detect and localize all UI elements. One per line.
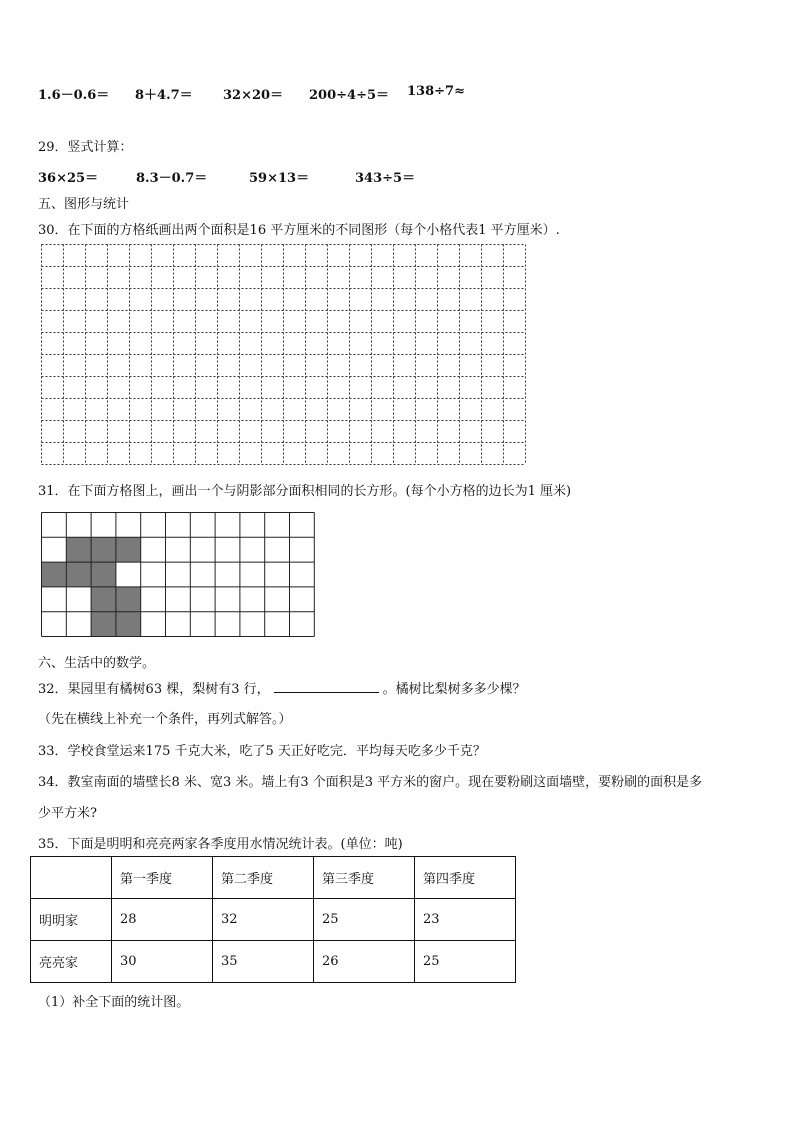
shaded-cell <box>116 537 141 562</box>
table-header-cell: 第二季度 <box>213 857 314 899</box>
table-cell: 30 <box>112 941 213 983</box>
shaded-cell <box>66 537 91 562</box>
table-cell: 25 <box>415 941 516 983</box>
water-usage-table <box>30 856 516 983</box>
question-32-after: 。橘树比梨树多多少棵？ <box>382 682 526 697</box>
vertical-calc-item: 59×13＝ <box>249 171 310 186</box>
table-cell: 明明家 <box>31 899 112 941</box>
table-cell: 28 <box>112 899 213 941</box>
table-header-cell: 第一季度 <box>112 857 213 899</box>
question-30-text: 30．在下面的方格纸画出两个面积是16 平方厘米的不同图形（每个小格代表1 平方厘米）. <box>38 223 560 238</box>
question-35-text: 35．下面是明明和亮亮两家各季度用水情况统计表。(单位：吨) <box>38 837 403 852</box>
question-31-text: 31．在下面方格图上，画出一个与阴影部分面积相同的长方形。(每个小方格的边长为1 厘米) <box>38 484 572 499</box>
shaded-cell <box>91 587 116 612</box>
table-header-cell: 第四季度 <box>415 857 516 899</box>
question-29-title: 29．竖式计算： <box>38 140 133 155</box>
table-cell <box>31 857 112 899</box>
calc-item: 138÷7≈ <box>407 84 465 99</box>
vertical-calc-item: 8.3－0.7＝ <box>136 171 208 186</box>
question-32-before: 32．果园里有橘树63 棵，梨树有3 行， <box>38 682 270 697</box>
vertical-calc-item: 36×25＝ <box>38 171 99 186</box>
table-row <box>31 941 516 983</box>
shaded-cell <box>91 537 116 562</box>
table-cell: 32 <box>213 899 314 941</box>
shaded-cell <box>116 587 141 612</box>
table-cell: 26 <box>314 941 415 983</box>
table-cell: 25 <box>314 899 415 941</box>
table-cell: 23 <box>415 899 516 941</box>
table-row <box>31 899 516 941</box>
shaded-cell <box>91 612 116 637</box>
answer-blank[interactable] <box>274 680 379 693</box>
question-35-sub1: （1）补全下面的统计图。 <box>38 995 190 1010</box>
table-cell: 35 <box>213 941 314 983</box>
calc-item: 32×20＝ <box>223 88 284 103</box>
question-34-line2: 少平方米? <box>38 806 97 821</box>
question-32-note: （先在横线上补充一个条件，再列式解答。） <box>38 712 292 727</box>
table-header-cell: 第三季度 <box>314 857 415 899</box>
shaded-cell <box>91 562 116 587</box>
square-grid-with-shading <box>41 512 317 638</box>
shaded-cell <box>42 562 67 587</box>
dotted-grid-paper <box>41 244 529 468</box>
section-5-heading: 五、图形与统计 <box>38 197 130 212</box>
calc-item: 1.6－0.6＝ <box>38 88 110 103</box>
calc-item: 8＋4.7＝ <box>135 88 193 103</box>
table-header-row <box>31 857 516 899</box>
question-32-text <box>38 678 526 697</box>
calc-item: 200÷4÷5＝ <box>309 88 390 103</box>
section-6-heading: 六、生活中的数学。 <box>38 656 156 671</box>
shaded-cell <box>66 562 91 587</box>
shaded-cell <box>116 612 141 637</box>
table-cell: 亮亮家 <box>31 941 112 983</box>
question-34-line1: 34．教室南面的墙壁长8 米、宽3 米。墙上有3 个面积是3 平方米的窗户。现在要粉刷这面墙壁，要粉刷的面积是多 <box>38 775 703 790</box>
question-33-text: 33．学校食堂运来175 千克大米，吃了5 天正好吃完．平均每天吃多少千克？ <box>38 744 486 759</box>
vertical-calc-item: 343÷5＝ <box>355 171 416 186</box>
